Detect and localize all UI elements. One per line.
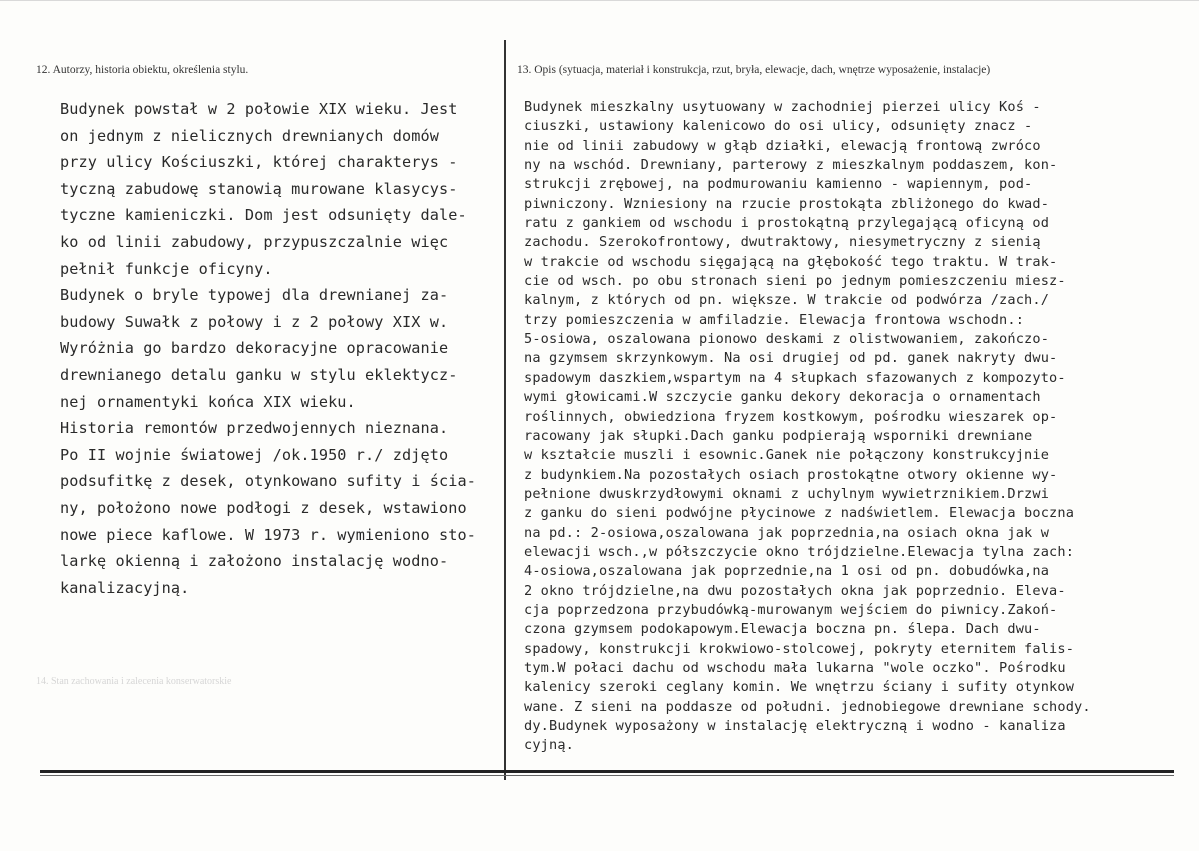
description-text-line: 5-osiowa, oszalowana pionowo deskami z olistwowaniem, zakończo- — [524, 331, 1050, 348]
history-text-line: on jednym z nielicznych drewnianych domów — [60, 126, 439, 145]
description-text-line: cie od wsch. po obu stronach sieni po jednym pomieszczeniu miesz- — [524, 273, 1066, 290]
description-text-line: strukcji zrębowej, na podmurowaniu kamienno - wapiennym, pod- — [524, 176, 1033, 193]
history-text-block — [60, 96, 500, 601]
description-text-line: ratu z gankiem od wschodu i prostokątną przylegającą oficyną od — [524, 215, 1050, 232]
history-text-line: budowy Suwałk z połowy i z 2 połowy XIX w. — [60, 312, 449, 331]
description-text-line: kalnym, z których od pn. większe. W trakcie od podwórza /zach./ — [524, 292, 1050, 309]
description-text-line: racowany jak słupki.Dach ganku podpierają wsporniki drewniane — [524, 427, 1033, 444]
history-text-line: kanalizacyjną. — [60, 578, 190, 597]
description-text-line: w trakcie od wschodu sięgającą na głębokość tego traktu. W trak- — [524, 253, 1058, 270]
history-text-line: Budynek powstał w 2 połowie XIX wieku. Jest — [60, 100, 458, 118]
history-text-line: drewnianego detalu ganku w stylu eklektycz- — [60, 365, 458, 384]
description-text-line: 2 okno trójdzielne,na dwu pozostałych okna jak poprzednio. Eleva- — [524, 582, 1066, 599]
description-text-line: wane. Z sieni na poddasze od południ. jednobiegowe drewniane schody. — [524, 698, 1091, 715]
top-edge — [0, 0, 1199, 1]
description-text-line: wymi głowicami.W szczycie ganku dekory dekoracja o ornamentach — [524, 389, 1041, 406]
section-12-header: 12. Autorzy, historia obiektu, określenia stylu. — [36, 64, 249, 76]
description-text-line: zachodu. Szerokofrontowy, dwutraktowy, niesymetryczny z sienią — [524, 234, 1041, 251]
bottom-rule-thin — [40, 775, 1174, 776]
description-text-line: ciuszki, ustawiony kalenicowo do osi ulicy, odsunięty znacz - — [524, 118, 1033, 135]
description-text-line: pełnione dwuskrzydłowymi oknami z uchylnym wywietrznikiem.Drzwi — [524, 485, 1050, 502]
description-text-line: Budynek mieszkalny usytuowany w zachodniej pierzei ulicy Koś - — [524, 99, 1041, 115]
history-text-line: podsufitkę z desek, otynkowano sufity i ścia- — [60, 472, 476, 491]
history-text-line: ko od linii zabudowy, przypuszczalnie więc — [60, 232, 449, 251]
history-text-line: nej ornamentyki końca XIX wieku. — [60, 392, 356, 411]
description-text-line: nie od linii zabudowy w głąb działki, elewacją frontową zwróco — [524, 137, 1041, 154]
history-text-line: larkę okienną i założono instalację wodno- — [60, 552, 449, 571]
description-text-line: na gzymsem skrzynkowym. Na osi drugiej od pd. ganek nakryty dwu- — [524, 350, 1058, 367]
description-text-line: dy.Budynek wyposażony w instalację elektryczną i wodno - kanaliza — [524, 718, 1066, 734]
history-text-line: tyczną zabudowę stanowią murowane klasycys- — [60, 179, 458, 198]
description-text-line: kalenicy szeroki ceglany komin. We wnętrzu ściany i sufity otynkow — [524, 679, 1075, 696]
description-text-line: z budynkiem.Na pozostałych osiach prostokątne otwory okienne wy- — [524, 466, 1058, 483]
history-text-line: Historia remontów przedwojennych nieznana. — [60, 419, 449, 438]
history-text-line: Wyróżnia go bardzo dekoracyjne opracowanie — [60, 339, 449, 358]
description-text-line: czona gzymsem podokapowym.Elewacja boczna pn. ślepa. Dach dwu- — [524, 621, 1041, 638]
history-text-line: ny, położono nowe podłogi z desek, wstawiono — [60, 498, 467, 517]
history-text-line: nowe piece kaflowe. W 1973 r. wymieniono sto- — [60, 525, 476, 544]
description-text-line: spadowym daszkiem,wspartym na 4 słupkach sfazowanych z kompozyto- — [524, 369, 1066, 386]
section-13-header: 13. Opis (sytuacja, materiał i konstrukcja, rzut, bryła, elewacje, dach, wnętrze wyposażenie, instalacje) — [517, 64, 991, 76]
description-text-line: w kształcie muszli i esownic.Ganek nie połączony konstrukcyjnie — [524, 447, 1050, 464]
history-text-line: tyczne kamieniczki. Dom jest odsunięty dale- — [60, 206, 467, 225]
history-text-line: przy ulicy Kościuszki, której charakterys - — [60, 153, 458, 172]
description-text-line: cja poprzedzona przybudówką-murowanym wejściem do piwnicy.Zakoń- — [524, 601, 1058, 618]
description-text-line: na pd.: 2-osiowa,oszalowana jak poprzednia,na osiach okna jak w — [524, 524, 1050, 541]
description-text-line: tym.W połaci dachu od wschodu mała lukarna "wole oczko". Pośrodku — [524, 659, 1066, 676]
description-text-line: 4-osiowa,oszalowana jak poprzednie,na 1 osi od pn. dobudówka,na — [524, 563, 1050, 580]
description-text-line: ny na wschód. Drewniany, parterowy z mieszkalnym poddaszem, kon- — [524, 157, 1058, 174]
faint-section-label: 14. Stan zachowania i zalecenia konserwatorskie — [36, 676, 232, 687]
description-text-line: z ganku do sieni podwójne płycinowe z nadświetlem. Elewacja boczna — [524, 505, 1075, 522]
history-text-line: Budynek o bryle typowej dla drewnianej za- — [60, 286, 449, 305]
column-divider — [504, 40, 506, 780]
description-text-line: cyjną. — [524, 737, 575, 754]
description-text-line: roślinnych, obwiedziona fryzem kostkowym, pośrodku wieszarek op- — [524, 408, 1058, 425]
description-text-line: piwniczony. Wzniesiony na rzucie prostokąta zbliżonego do kwad- — [524, 195, 1050, 212]
history-text-line: pełnił funkcje oficyny. — [60, 259, 273, 278]
description-text-block — [524, 98, 1194, 756]
description-text-line: elewacji wsch.,w półszczycie okno trójdzielne.Elewacja tylna zach: — [524, 543, 1075, 560]
history-text-line: Po II wojnie światowej /ok.1950 r./ zdjęto — [60, 445, 449, 464]
description-text-line: trzy pomieszczenia w amfiladzie. Elewacja frontowa wschodn.: — [524, 311, 1025, 328]
description-text-line: spadowy, konstrukcji krokwiowo-stolcowej, pokryty eternitem falis- — [524, 640, 1075, 657]
bottom-rule — [40, 770, 1174, 773]
